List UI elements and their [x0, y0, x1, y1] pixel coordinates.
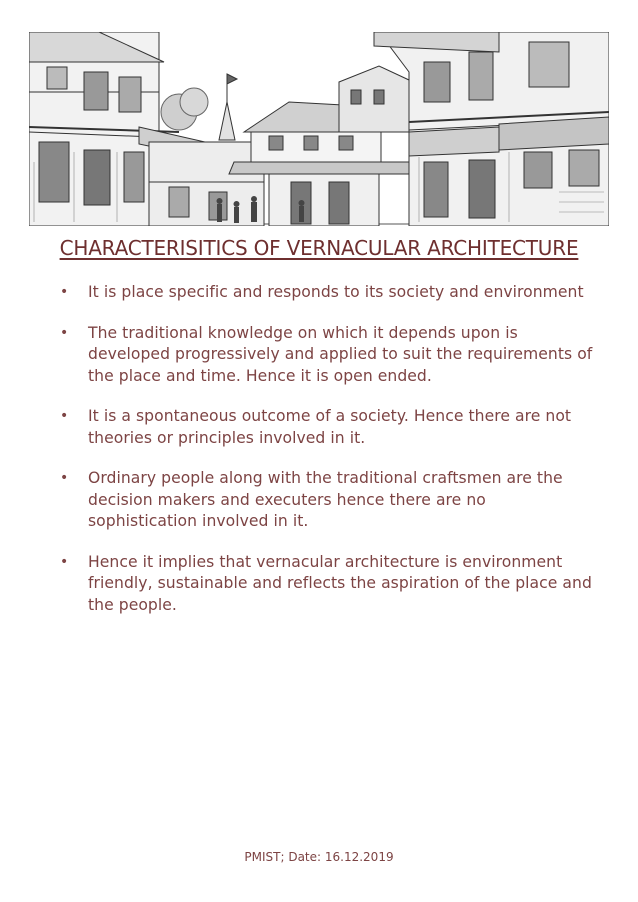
bullet-icon: •: [60, 553, 69, 570]
bullet-item: [56, 552, 596, 617]
bullet-item: [56, 282, 596, 304]
bullet-text: Hence it implies that vernacular architecture is environment friendly, sustainable and reflects the aspiration of the place and the people.: [88, 552, 592, 614]
header-sketch-illustration: [29, 32, 609, 226]
bullet-list: [56, 282, 596, 635]
bullet-item: [56, 406, 596, 449]
bullet-text: It is place specific and responds to its society and environment: [88, 283, 584, 301]
page-title: CHARACTERISITICS OF VERNACULAR ARCHITECTURE: [59, 236, 579, 260]
bullet-icon: •: [60, 284, 69, 300]
bullet-item: [56, 323, 596, 388]
bullet-icon: •: [60, 470, 69, 486]
bullet-icon: •: [60, 324, 69, 341]
bullet-text: It is a spontaneous outcome of a society. Hence there are not theories or principles involved in it.: [88, 407, 572, 447]
bullet-icon: •: [60, 408, 69, 424]
footer-text: PMIST; Date: 16.12.2019: [244, 850, 394, 864]
bullet-text: Ordinary people along with the traditional craftsmen are the decision makers and executers hence there are no sophistication involved in it.: [88, 469, 563, 530]
bullet-item: [56, 468, 596, 533]
bullet-text: The traditional knowledge on which it depends upon is developed progressively and applied to suit the requirements of the place and time. Hence it is open ended.: [88, 323, 593, 385]
